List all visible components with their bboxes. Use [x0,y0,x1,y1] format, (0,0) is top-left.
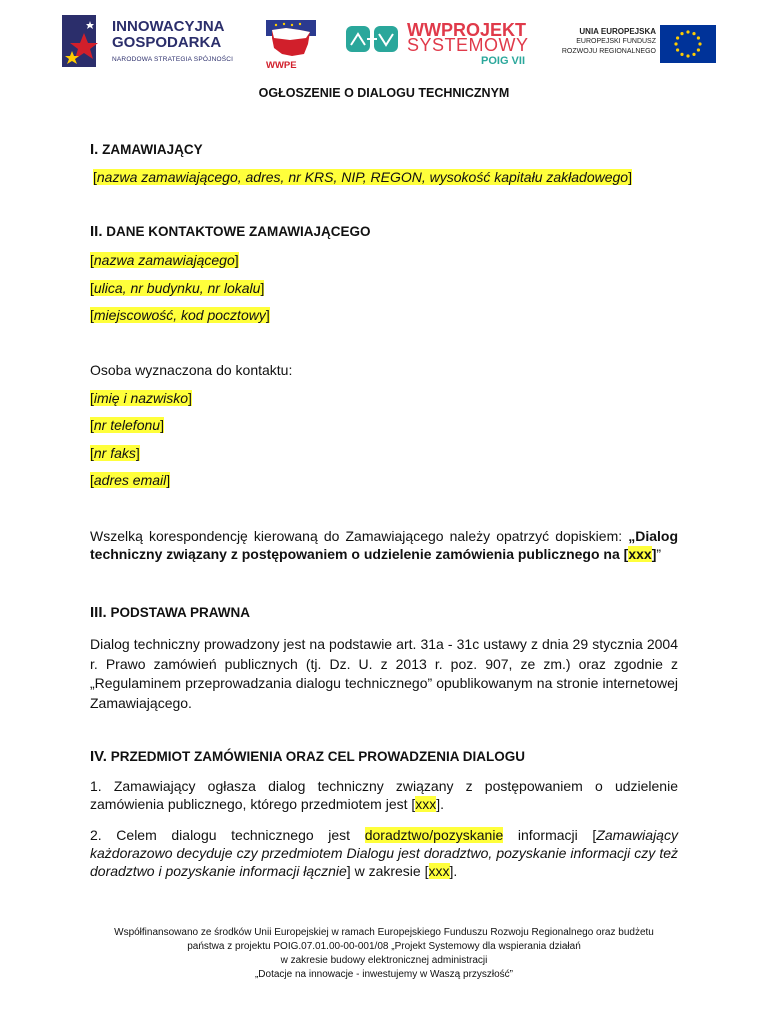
purpose-paragraph: 2. Celem dialogu technicznego jest doradztwo/pozyskanie informacji [Zamawiający każdorazowo decyduje czy przedmiotem Dialogu jest doradztwo, pozyskanie informacji czy też doradztwo i pozyskanie informacji łącznie] w zakresie [xxx]. [90,827,678,879]
poland-map-icon [266,20,316,60]
purpose-mid: informacji [503,827,593,843]
purpose-after: w zakresie [350,863,425,879]
wwpe-logo [264,20,319,72]
section-4-heading [90,748,678,766]
purpose-text: 2. Celem dialogu technicznego jest [90,827,365,843]
section-title: PRZEDMIOT ZAMÓWIENIA ORAZ CEL PROWADZENIA DIALOGU [110,749,525,764]
purpose-italic-note: Zamawiający każdorazowo decyduje czy przedmiotem Dialogu jest doradztwo, pozyskanie informacji czy też doradztwo i pozyskanie informacji łącznie [90,827,678,879]
network-emblem-icon [345,25,401,55]
section-2-heading [90,223,678,241]
subject-text: 1. Zamawiający ogłasza dialog techniczny związany z postępowaniem o udzielenie zamówienia publicznego, którego przedmiotem jest [90,778,678,812]
section-title: DANE KONTAKTOWE ZAMAWIAJĄCEGO [106,224,371,239]
star-emblem-icon [62,15,108,73]
section-1-placeholder: [nazwa zamawiającego, adres, nr KRS, NIP, REGON, wysokość kapitału zakładowego] [93,169,632,185]
ue-line-2: EUROPEJSKI FUNDUSZ [576,38,656,45]
correspondence-xxx: xxx [628,546,652,562]
street-placeholder: ulica, nr budynku, nr lokalu [93,280,261,296]
section-number: I. [90,141,99,158]
footer-line-3: w zakresie budowy elektronicznej administracji [280,955,488,966]
contact-city-line: [miejscowość, kod pocztowy] [90,307,270,323]
section-title: ZAMAWIAJĄCY [102,142,203,157]
purpose-highlight: doradztwo/pozyskanie [364,827,504,843]
unia-europejska-logo [561,25,718,65]
footer-line-1: Współfinansowano ze środków Unii Europejskiej w ramach Europejskiego Funduszu Rozwoju Regionalnego oraz budżetu [114,927,654,938]
contact-person-label: Osoba wyznaczona do kontaktu: [90,362,293,378]
logo-line-1: INNOWACYJNA [112,18,225,35]
person-line: [imię i nazwisko] [90,390,192,406]
innowacyjna-gospodarka-logo [62,15,237,73]
logo-line-2: GOSPODARKA [112,34,222,51]
wwp-projekt-systemowy-logo [345,22,530,74]
eu-flag-icon [660,25,716,63]
section-number: IV. [90,748,107,765]
footer-line-4: „Dotacje na innowacje - inwestujemy w Waszą przyszłość” [254,969,514,980]
fax-placeholder: nr faks [93,445,136,461]
phone-placeholder: nr telefonu [93,417,161,433]
wwpe-logo-text: WWPE [266,60,297,71]
correspondence-paragraph: Wszelką korespondencję kierowaną do Zamawiającego należy opatrzyć dopiskiem: „Dialog techniczny związany z postępowaniem o udzielenie zamówienia publicznego na [xxx]” [90,528,678,562]
logo-subtitle: NARODOWA STRATEGIA SPÓJNOŚCI [112,56,234,63]
ue-line-1: UNIA EUROPEJSKA [579,27,656,36]
correspondence-end: ” [656,546,662,562]
subject-xxx: xxx [415,796,437,812]
contact-name-placeholder: nazwa zamawiającego [93,252,235,268]
footer [60,926,708,982]
purpose-xxx: xxx [428,863,450,879]
subject-end: . [440,796,445,812]
section-number: III. [90,604,107,621]
email-line: [adres email] [90,472,171,488]
correspondence-label: „Dialog techniczny związany z postępowaniem o udzielenie zamówienia publicznego na [90,528,678,562]
document-body [90,82,678,879]
purpose-end: . [453,863,458,879]
wwp-line-2: SYSTEMOWY [407,35,529,55]
footer-line-2: państwa z projektu POIG.07.01.00-00-001/08 „Projekt Systemowy dla wspierania działań [187,941,581,952]
ue-line-3: ROZWOJU REGIONALNEGO [561,48,656,55]
legal-basis-paragraph: Dialog techniczny prowadzony jest na podstawie art. 31a - 31c ustawy z dnia 29 stycznia 2004 r. Prawo zamówień publicznych (tj. Dz. U. z 2013 r. poz. 907, ze zm.) oraz zgodnie z „Regulaminem przeprowadzania dialogu technicznego” opublikowanym na stronie internetowej Zamawiającego. [90,636,678,711]
section-3-heading [90,604,678,622]
correspondence-text: Wszelką korespondencję kierowaną do Zamawiającego należy opatrzyć dopiskiem: [90,528,629,544]
company-details-placeholder: nazwa zamawiającego, adres, nr KRS, NIP, REGON, wysokość kapitału zakładowego [96,169,629,185]
document-title: OGŁOSZENIE O DIALOGU TECHNICZNYM [258,86,510,100]
city-placeholder: miejscowość, kod pocztowy [93,307,266,323]
phone-line: [nr telefonu] [90,417,164,433]
wwp-line-3: POIG VII [481,55,526,67]
subject-paragraph: 1. Zamawiający ogłasza dialog techniczny związany z postępowaniem o udzielenie zamówienia publicznego, którego przedmiotem jest [xxx]. [90,778,678,812]
section-number: II. [90,223,103,240]
logo-bar [0,0,768,80]
person-placeholder: imię i nazwisko [93,390,189,406]
section-title: PODSTAWA PRAWNA [110,605,250,620]
contact-name-line: [nazwa zamawiającego] [90,252,239,268]
fax-line: [nr faks] [90,445,140,461]
section-1-heading [90,141,678,159]
wwp-line-1: WWPROJEKT [407,20,526,40]
contact-street-line: [ulica, nr budynku, nr lokalu] [90,280,265,296]
email-placeholder: adres email [93,472,167,488]
